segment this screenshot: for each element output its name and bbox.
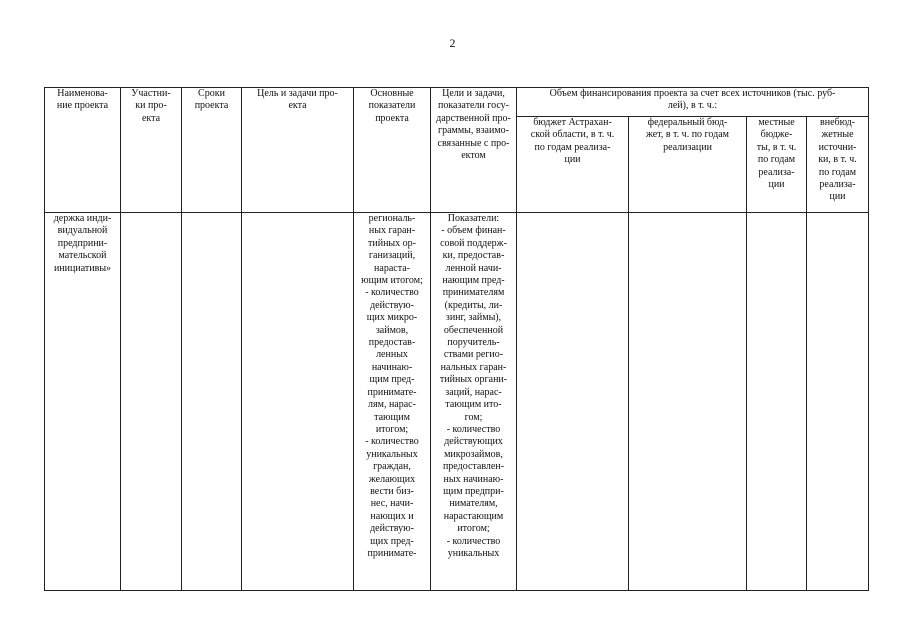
header-budget-federal: федеральный бюд- жет, в т. ч. по годам реализации (629, 117, 747, 213)
cell-budget-local (747, 213, 807, 591)
page-number: 2 (449, 36, 456, 50)
header-row-top (45, 88, 869, 117)
cell-budget-extra (807, 213, 869, 591)
header-terms: Сроки проекта (182, 88, 242, 213)
header-goals: Цель и задачи про- екта (242, 88, 354, 213)
cell-budget-federal (629, 213, 747, 591)
header-participants: Участни- ки про- екта (121, 88, 182, 213)
header-project-name: Наименова- ние проекта (45, 88, 121, 213)
cell-goals (242, 213, 354, 591)
header-budget-local: местные бюдже- ты, в т. ч. по годам реализа- ции (747, 117, 807, 213)
cell-project-name: держка инди- видуальной предприни- мательской инициативы» (45, 213, 121, 591)
header-budget-region: бюджет Астрахан- ской области, в т. ч. по годам реализа- ции (517, 117, 629, 213)
cell-participants (121, 213, 182, 591)
header-state-program-goals: Цели и задачи, показатели госу- дарственной про- граммы, взаимо- связанные с про- ектом (431, 88, 517, 213)
project-table (44, 87, 869, 591)
cell-state-program-goals: Показатели: - объем финан- совой поддерж- ки, предостав- ленной начи- нающим пред- принимателям (кредиты, ли- зинг, займы), обеспеченной поручитель- ствами регио- нальных гаран- тийных органи- заций, нарас- тающим ито- гом; - количество действующих микрозаймов, предоставлен- ных начинаю- щим предпри- нимателям, нарастающим итогом; - количество уникальных (431, 213, 517, 591)
cell-terms (182, 213, 242, 591)
header-budget-extra: внебюд- жетные источни- ки, в т. ч. по годам реализа- ции (807, 117, 869, 213)
header-indicators: Основные показатели проекта (354, 88, 431, 213)
table-row (45, 213, 869, 591)
cell-indicators: региональ- ных гаран- тийных ор- ганизаций, нараста- ющим итогом; - количество действую- щих микро- займов, предостав- ленных начинаю- щим пред- принимате- лям, нарас- тающим итогом; - количество уникальных граждан, желающих вести биз- нес, начи- нающих и действую- щих пред- принимате- (354, 213, 431, 591)
header-financing: Объем финансирования проекта за счет всех источников (тыс. руб- лей), в т. ч.: (517, 88, 869, 117)
cell-budget-region (517, 213, 629, 591)
